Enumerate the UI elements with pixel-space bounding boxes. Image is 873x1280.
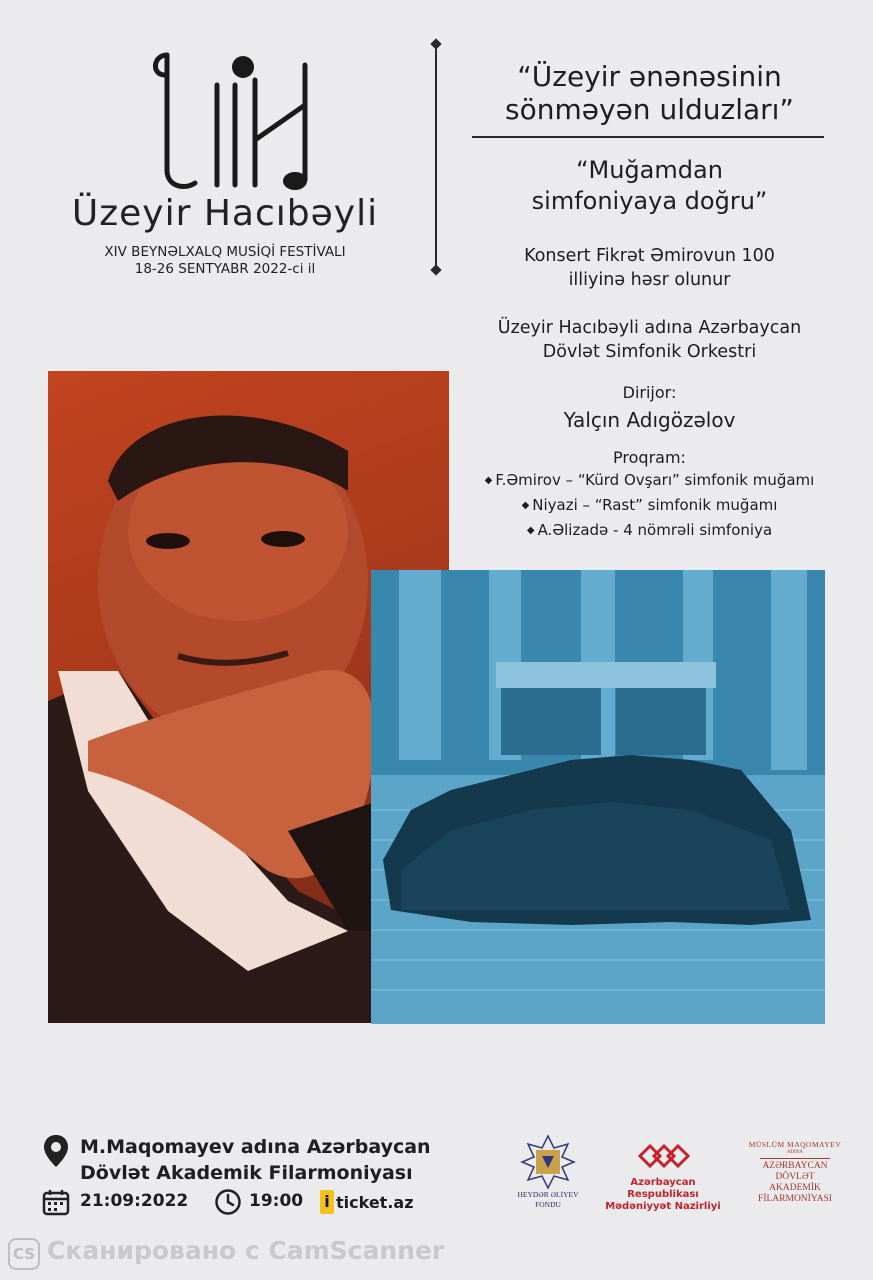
concert-subtitle-line1: “Muğamdan [576, 156, 723, 184]
orchestra-line1: Üzeyir Hacıbəyli adına Azərbaycan [497, 318, 802, 338]
orchestra-photo [371, 570, 825, 1024]
vertical-divider [428, 38, 444, 278]
festival-logo-mark [145, 45, 315, 195]
program-list [462, 468, 837, 543]
festival-dates: 18-26 SENTYABR 2022-ci il [134, 261, 316, 277]
conductor-label: Dirijor: [622, 383, 677, 402]
concert-title [462, 60, 837, 126]
event-time: 19:00 [249, 1191, 304, 1211]
conductor-name: Yalçın Adıgözəlov [563, 408, 736, 432]
diamond-bullet-icon: ◆ [484, 475, 493, 486]
festival-subtitle-line: XIV BEYNƏLXALQ MUSİQİ FESTİVALI [104, 244, 346, 260]
phil-line1: AZƏRBAYCAN DÖVLƏT [762, 1161, 828, 1182]
foundation-line2: FONDU [535, 1200, 561, 1209]
dedication-line2: illiyinə həsr olunur [568, 270, 731, 290]
dedication-text [462, 244, 837, 292]
phil-name [745, 1161, 845, 1205]
venue-line2: Dövlət Akademik Filarmoniyası [80, 1162, 413, 1184]
dedication-line1: Konsert Fikrət Əmirovun 100 [524, 246, 775, 266]
program-item-text: F.Əmirov – “Kürd Ovşarı” simfonik muğamı [495, 471, 815, 489]
diamond-bullet-icon: ◆ [521, 500, 530, 511]
phil-rule [760, 1158, 830, 1159]
phil-line3: FİLARMONİYASI [758, 1194, 832, 1204]
venue-name [80, 1134, 431, 1186]
clock-icon [214, 1188, 242, 1216]
festival-subtitle [40, 244, 410, 278]
program-item-text: Niyazi – “Rast” simfonik muğamı [532, 496, 778, 514]
diamond-bullet-icon: ◆ [526, 525, 535, 536]
phil-small-line: ADINA [786, 1150, 804, 1155]
ministry-line1: Azərbaycan Respublikası [627, 1177, 699, 1200]
foundation-line1: HEYDƏR ƏLİYEV [517, 1190, 579, 1199]
heydar-aliyev-foundation-emblem [520, 1134, 576, 1190]
calendar-icon [42, 1188, 70, 1216]
orchestra-line2: Dövlət Simfonik Orkestri [542, 342, 757, 362]
iticket-domain: ticket.az [336, 1192, 414, 1212]
concert-title-line2: sönməyən ulduzları” [505, 93, 794, 126]
phil-top-line: MÜSLÜM MAQOMAYEV [748, 1140, 842, 1149]
festival-name: Üzeyir Hacıbəyli [71, 193, 379, 234]
program-label: Proqram: [613, 448, 686, 467]
ministry-of-culture-name [596, 1177, 730, 1213]
program-item-text: A.Əlizadə - 4 nömrəli simfoniya [537, 521, 773, 539]
philharmonic-logo [745, 1140, 845, 1210]
camscanner-watermark: Сканировано с CamScanner [47, 1236, 445, 1265]
ministry-of-culture-emblem [636, 1140, 690, 1172]
camscanner-badge-icon: CS [8, 1238, 40, 1270]
ministry-line2: Mədəniyyət Nazirliyi [605, 1201, 721, 1212]
concert-subtitle [462, 155, 837, 217]
map-pin-icon [43, 1134, 69, 1168]
program-item [462, 518, 837, 543]
program-item [462, 493, 837, 518]
orchestra-name [462, 316, 837, 364]
phil-line2: AKADEMİK [769, 1183, 821, 1193]
heydar-aliyev-foundation-name [508, 1190, 588, 1210]
iticket-i-logo: i [320, 1190, 334, 1214]
program-item [462, 468, 837, 493]
iticket-link[interactable] [320, 1189, 414, 1215]
venue-line1: M.Maqomayev adına Azərbaycan [80, 1136, 431, 1158]
title-underline [472, 136, 824, 138]
concert-subtitle-line2: simfoniyaya doğru” [531, 187, 768, 215]
concert-title-line1: “Üzeyir ənənəsinin [517, 60, 782, 93]
event-date: 21:09:2022 [80, 1191, 189, 1211]
